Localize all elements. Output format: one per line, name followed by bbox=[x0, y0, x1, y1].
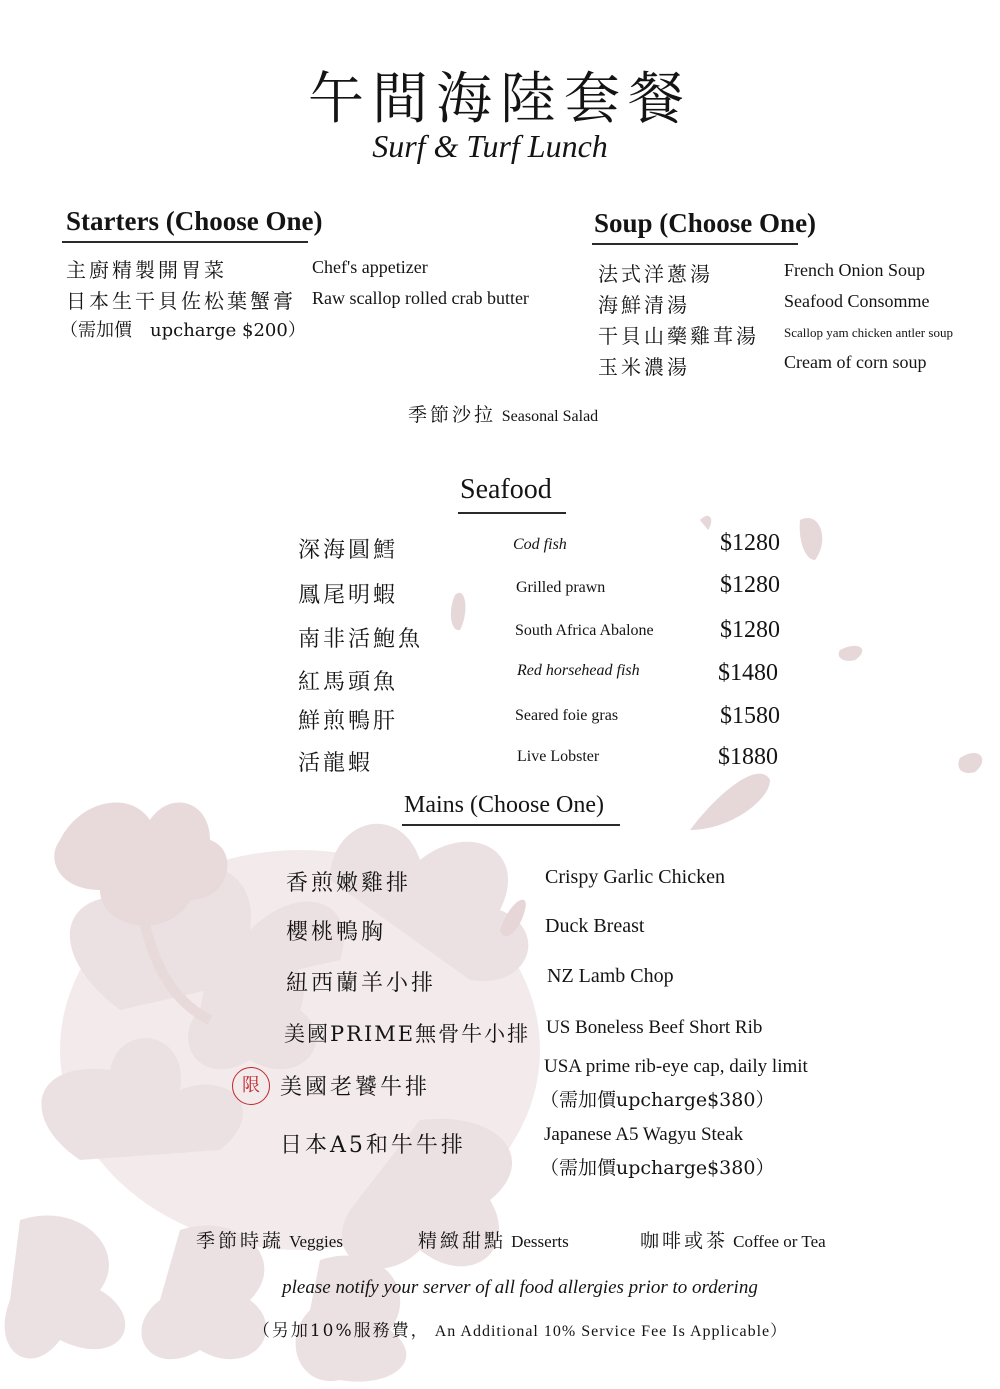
main-item-zh: 美國PRIME無骨牛小排 bbox=[284, 1022, 531, 1046]
starter-item-en: Chef's appetizer bbox=[312, 257, 428, 277]
allergy-notice: please notify your server of all food allergies prior to ordering bbox=[282, 1277, 758, 1298]
seafood-item-price: $1580 bbox=[720, 703, 780, 729]
side-item-desserts bbox=[418, 1226, 569, 1253]
soup-item-en: Scallop yam chicken antler soup bbox=[784, 325, 953, 340]
soup-item-en: French Onion Soup bbox=[784, 260, 925, 280]
main-item-en: Crispy Garlic Chicken bbox=[545, 866, 725, 888]
starters-underline bbox=[62, 241, 308, 243]
daily-limit-seal: 限 bbox=[232, 1067, 270, 1105]
seafood-item-en: South Africa Abalone bbox=[515, 622, 654, 639]
starter-item-zh: 主廚精製開胃菜 bbox=[66, 258, 227, 282]
seafood-item-zh: 南非活鮑魚 bbox=[298, 627, 424, 652]
main-item-zh: 日本A5和牛牛排 bbox=[280, 1133, 466, 1158]
mains-underline bbox=[402, 824, 620, 826]
menu-title-zh: 午間海陸套餐 bbox=[308, 67, 692, 132]
seafood-item-zh: 鳳尾明蝦 bbox=[298, 583, 399, 608]
main-item-zh: 櫻桃鴨胸 bbox=[286, 920, 387, 945]
soup-item-zh: 海鮮清湯 bbox=[598, 293, 690, 317]
main-item-en: US Boneless Beef Short Rib bbox=[546, 1017, 763, 1038]
seafood-item-zh: 活龍蝦 bbox=[298, 751, 374, 776]
seafood-item-en: Grilled prawn bbox=[516, 579, 606, 596]
seafood-item-en: Red horsehead fish bbox=[517, 662, 640, 679]
seafood-item-en: Cod fish bbox=[513, 536, 567, 553]
side-item-coffee-tea bbox=[640, 1226, 826, 1253]
side-item-zh: 季節時蔬 bbox=[196, 1230, 285, 1252]
seafood-item-en: Live Lobster bbox=[517, 748, 600, 765]
soup-underline bbox=[592, 243, 798, 245]
seafood-item-zh: 紅馬頭魚 bbox=[298, 670, 399, 695]
seafood-item-price: $1880 bbox=[718, 744, 778, 770]
main-item-upcharge: （需加價upcharge$380） bbox=[540, 1157, 775, 1179]
main-item-zh: 紐西蘭羊小排 bbox=[286, 971, 437, 996]
soup-item-en: Seafood Consomme bbox=[784, 291, 930, 311]
side-item-veggies bbox=[196, 1226, 343, 1253]
mains-heading: Mains (Choose One) bbox=[404, 792, 604, 818]
seafood-item-zh: 鮮煎鴨肝 bbox=[298, 709, 399, 734]
main-item-zh: 香煎嫩雞排 bbox=[286, 871, 412, 896]
soup-item-zh: 干貝山藥雞茸湯 bbox=[598, 324, 759, 348]
seafood-item-price: $1280 bbox=[720, 572, 780, 598]
starter-item-en: Raw scallop rolled crab butter bbox=[312, 288, 529, 308]
side-item-en: Coffee or Tea bbox=[733, 1232, 826, 1251]
seafood-underline bbox=[458, 512, 566, 514]
seafood-heading: Seafood bbox=[460, 474, 552, 505]
main-item-en: Japanese A5 Wagyu Steak bbox=[544, 1124, 744, 1145]
service-fee-en: An Additional 10% Service Fee Is Applicable） bbox=[434, 1323, 788, 1340]
seafood-item-en: Seared foie gras bbox=[515, 707, 619, 724]
side-item-en: Desserts bbox=[511, 1232, 569, 1251]
side-item-zh: 咖啡或茶 bbox=[640, 1230, 729, 1252]
soup-item-zh: 玉米濃湯 bbox=[598, 355, 690, 379]
starter-upcharge-note: （需加價 upcharge $200） bbox=[60, 320, 306, 341]
main-item-upcharge: （需加價upcharge$380） bbox=[540, 1089, 775, 1111]
seafood-item-price: $1280 bbox=[720, 617, 780, 643]
side-item-en: Veggies bbox=[289, 1232, 343, 1251]
soup-item-zh: 法式洋蔥湯 bbox=[598, 262, 713, 286]
main-item-zh: 美國老饕牛排 bbox=[280, 1075, 431, 1100]
seafood-item-zh: 深海圓鱈 bbox=[298, 538, 399, 563]
soup-item-en: Cream of corn soup bbox=[784, 352, 927, 372]
seafood-item-price: $1480 bbox=[718, 660, 778, 686]
salad-en: Seasonal Salad bbox=[501, 408, 599, 425]
starter-item-zh: 日本生干貝佐松葉蟹膏 bbox=[66, 289, 296, 313]
starters-heading: Starters (Choose One) bbox=[66, 206, 323, 236]
seasonal-salad bbox=[408, 400, 598, 427]
seafood-item-price: $1280 bbox=[720, 530, 780, 556]
side-item-zh: 精緻甜點 bbox=[418, 1230, 507, 1252]
main-item-en: USA prime rib-eye cap, daily limit bbox=[544, 1056, 808, 1077]
salad-zh: 季節沙拉 bbox=[408, 404, 497, 426]
menu-title-en: Surf & Turf Lunch bbox=[372, 128, 608, 164]
service-fee-notice bbox=[0, 1316, 1000, 1341]
main-item-en: Duck Breast bbox=[545, 915, 645, 937]
service-fee-zh: （另加10%服務費， bbox=[252, 1321, 430, 1341]
soup-heading: Soup (Choose One) bbox=[594, 208, 817, 238]
main-item-en: NZ Lamb Chop bbox=[547, 965, 674, 987]
